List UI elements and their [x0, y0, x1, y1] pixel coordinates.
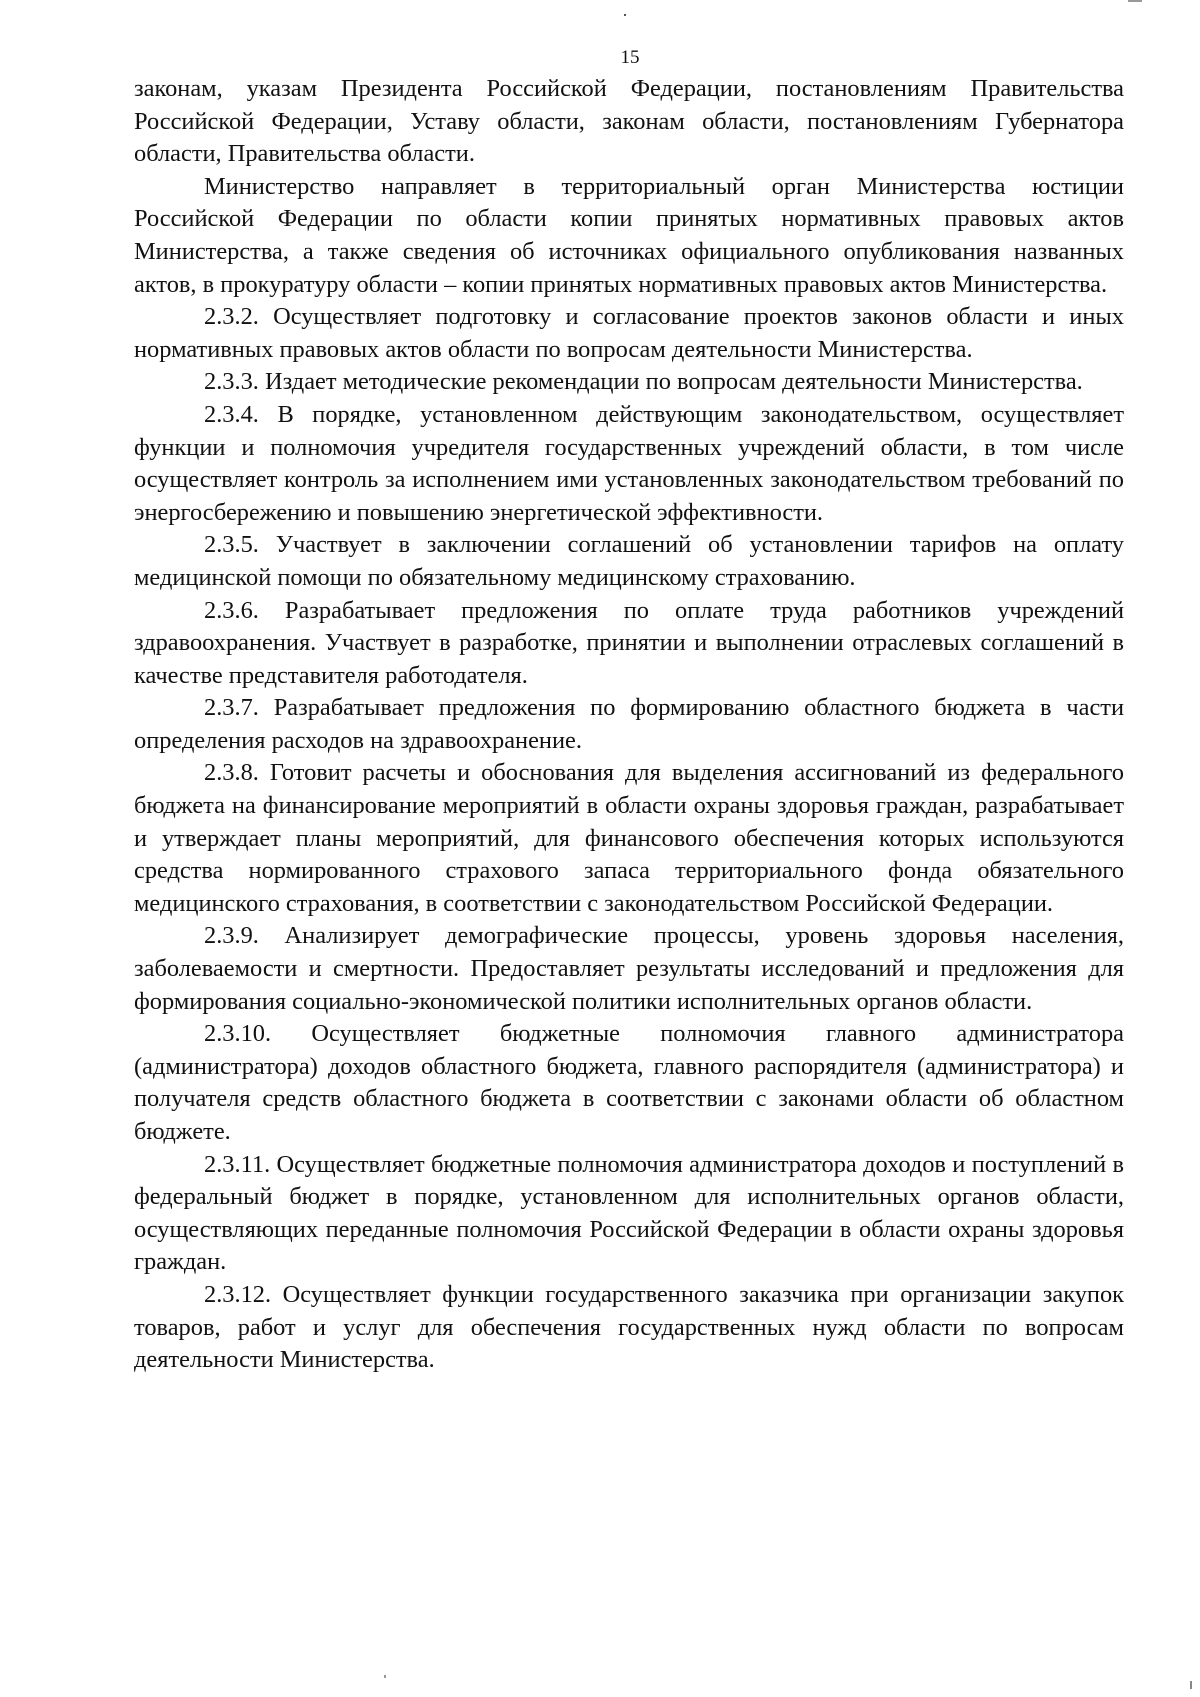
paragraph: 2.3.4. В порядке, установленном действующим законодательством, осуществляет функции и полномочия учредителя государственных учреждений области, в том числе осуществляет контроль за исполнением ими установленных законодательством требований по энергосбережению и повышению энергетической эффективности.	[134, 400, 1124, 526]
paragraph-continuation: законам, указам Президента Российской Федерации, постановлениям Правительства Российской Федерации, Уставу области, законам области, постановлениям Губернатора области, Правительства области.	[134, 75, 1124, 168]
page-number: 15	[620, 47, 640, 68]
paragraph: 2.3.9. Анализирует демографические процессы, уровень здоровья населения, заболеваемости и смертности. Предоставляет результаты исследований и предложения для формирования социально-экономической политики исполнительных органов области.	[134, 922, 1124, 1015]
scan-artifact	[384, 1675, 386, 1678]
paragraph: 2.3.2. Осуществляет подготовку и согласование проектов законов области и иных нормативных правовых актов области по вопросам деятельности Министерства.	[134, 303, 1124, 363]
scan-artifact	[624, 14, 626, 16]
paragraph: 2.3.12. Осуществляет функции государственного заказчика при организации закупок товаров, работ и услуг для обеспечения государственных нужд области по вопросам деятельности Министерства.	[134, 1280, 1124, 1374]
paragraph: 2.3.3. Издает методические рекомендации по вопросам деятельности Министерства.	[204, 368, 1083, 396]
scan-artifact	[1190, 1681, 1192, 1689]
paragraph: 2.3.10. Осуществляет бюджетные полномочия главного администратора (администратора) доходов областного бюджета, главного распорядителя (администратора) и получателя средств областного бюджета в соответствии с законами области об областном бюджете.	[134, 1020, 1124, 1145]
paragraph: 2.3.11. Осуществляет бюджетные полномочия администратора доходов и поступлений в федеральный бюджет в порядке, установленном для исполнительных органов области, осуществляющих переданные полномочия Российской Федерации в области охраны здоровья граждан.	[134, 1150, 1124, 1276]
scan-artifact	[1128, 0, 1142, 2]
paragraph: 2.3.7. Разрабатывает предложения по формированию областного бюджета в части определения расходов на здравоохранение.	[134, 694, 1124, 754]
paragraph: 2.3.8. Готовит расчеты и обоснования для выделения ассигнований из федерального бюджета на финансирование мероприятий в области охраны здоровья граждан, разрабатывает и утверждает планы мероприятий, для финансового обеспечения которых используются средства нормированного страхового запаса территориального фонда обязательного медицинского страхования, в соответствии с законодательством Российской Федерации.	[134, 759, 1124, 917]
paragraph: 2.3.5. Участвует в заключении соглашений об установлении тарифов на оплату медицинской помощи по обязательному медицинскому страхованию.	[134, 531, 1124, 591]
paragraph: Министерство направляет в территориальный орган Министерства юстиции Российской Федерации по области копии принятых нормативных правовых актов Министерства, а также сведения об источниках официального опубликования названных актов, в прокуратуру области – копии принятых нормативных правовых актов Министерства.	[134, 172, 1124, 298]
document-body	[134, 73, 1124, 1377]
paragraph: 2.3.6. Разрабатывает предложения по оплате труда работников учреждений здравоохранения. Участвует в разработке, принятии и выполнении отраслевых соглашений в качестве представителя работодателя.	[134, 596, 1124, 689]
